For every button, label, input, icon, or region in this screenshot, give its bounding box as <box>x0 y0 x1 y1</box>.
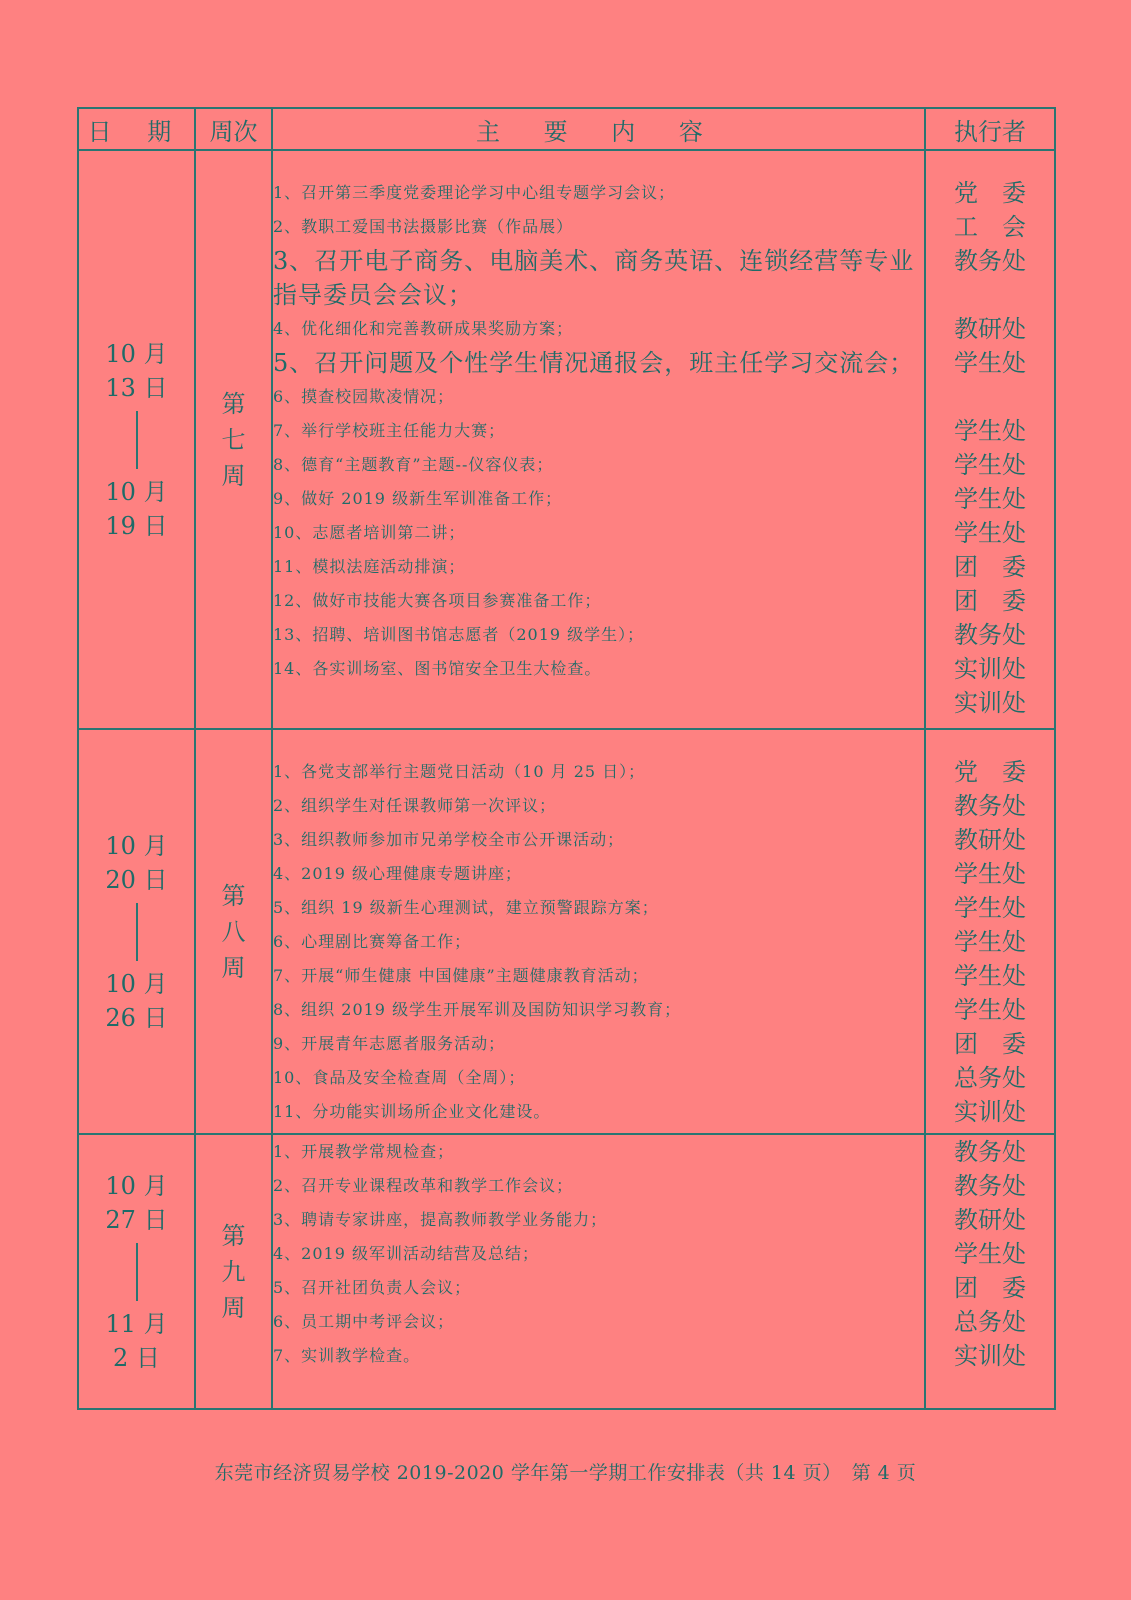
end-day: 19 日 <box>105 511 168 540</box>
header-row <box>78 108 1055 150</box>
task-executor: 学生处 <box>954 485 1026 513</box>
task-item: 2、组织学生对任课教师第一次评议； <box>273 796 557 815</box>
task-item: 5、召开问题及个性学生情况通报会，班主任学习交流会； <box>273 349 915 377</box>
header-date: 日 期 <box>78 108 195 150</box>
task-executor: 教务处 <box>954 1172 1026 1200</box>
task-executor: 学生处 <box>954 928 1026 956</box>
task-item: 3、聘请专家讲座，提高教师教学业务能力； <box>273 1210 608 1229</box>
end-day: 26 日 <box>105 1003 168 1032</box>
task-executor: 团 委 <box>954 553 1026 581</box>
week-number-cell <box>195 729 272 1134</box>
header-executor: 执行者 <box>925 108 1055 150</box>
task-executor: 实训处 <box>954 689 1026 717</box>
date-range-cell <box>78 1134 195 1409</box>
task-executor: 实训处 <box>954 1098 1026 1126</box>
task-executor: 工 会 <box>954 213 1026 241</box>
task-executor: 团 委 <box>954 1030 1026 1058</box>
task-executor: 教务处 <box>954 247 1026 275</box>
end-month: 10 月 <box>105 477 168 506</box>
content-cell <box>272 729 925 1134</box>
task-executor: 教务处 <box>954 792 1026 820</box>
task-executor: 教研处 <box>954 1206 1026 1234</box>
task-executor: 学生处 <box>954 1240 1026 1268</box>
week-char: 周 <box>221 461 246 490</box>
date-range-line <box>136 903 138 961</box>
task-item: 6、摸查校园欺凌情况； <box>273 387 455 406</box>
task-executor: 团 委 <box>954 587 1026 615</box>
start-month: 10 月 <box>105 831 168 860</box>
task-item: 13、招聘、培训图书馆志愿者（2019 级学生）； <box>273 625 645 644</box>
task-item: 7、实训教学检查。 <box>273 1346 421 1365</box>
week-row <box>78 1134 1055 1409</box>
week-char: 第 <box>221 881 246 910</box>
date-range-line <box>136 1243 138 1301</box>
task-executor: 总务处 <box>954 1064 1026 1092</box>
task-item: 11、分功能实训场所企业文化建设。 <box>273 1102 551 1121</box>
end-day: 2 日 <box>113 1343 160 1372</box>
week-number-cell <box>195 1134 272 1409</box>
week-char: 周 <box>221 953 246 982</box>
header-week: 周次 <box>195 108 272 150</box>
task-item: 9、开展青年志愿者服务活动； <box>273 1034 506 1053</box>
task-executor: 教研处 <box>954 315 1026 343</box>
task-executor: 学生处 <box>954 894 1026 922</box>
task-item: 4、2019 级心理健康专题讲座； <box>273 864 522 883</box>
task-executor: 学生处 <box>954 451 1026 479</box>
task-item: 14、各实训场室、图书馆安全卫生大检查。 <box>273 659 602 678</box>
date-range-line <box>136 411 138 469</box>
week-char: 八 <box>221 917 246 946</box>
task-item: 11、模拟法庭活动排演； <box>273 557 466 576</box>
task-executor: 学生处 <box>954 519 1026 547</box>
task-item: 8、德育“主题教育”主题--仪容仪表； <box>273 455 554 474</box>
week-row <box>78 150 1055 729</box>
executor-cell <box>925 150 1055 729</box>
task-item: 6、员工期中考评会议； <box>273 1312 455 1331</box>
task-item: 10、志愿者培训第二讲； <box>273 523 466 542</box>
task-item: 7、开展“师生健康 中国健康”主题健康教育活动； <box>273 966 649 985</box>
task-item: 8、组织 2019 级学生开展军训及国防知识学习教育； <box>273 1000 682 1019</box>
task-executor: 教研处 <box>954 826 1026 854</box>
week-number-cell <box>195 150 272 729</box>
task-executor: 实训处 <box>954 1342 1026 1370</box>
task-item: 10、食品及安全检查周（全周）； <box>273 1068 526 1087</box>
task-executor: 党 委 <box>954 179 1026 207</box>
task-item: 9、做好 2019 级新生军训准备工作； <box>273 489 563 508</box>
task-executor: 团 委 <box>954 1274 1026 1302</box>
task-item: 6、心理剧比赛筹备工作； <box>273 932 472 951</box>
start-month: 10 月 <box>105 339 168 368</box>
task-executor: 学生处 <box>954 996 1026 1024</box>
start-month: 10 月 <box>105 1171 168 1200</box>
executor-cell <box>925 1134 1055 1409</box>
task-item: 12、做好市技能大赛各项目参赛准备工作； <box>273 591 602 610</box>
schedule-table <box>77 107 1056 1410</box>
start-day: 13 日 <box>105 373 168 402</box>
start-day: 27 日 <box>105 1205 168 1234</box>
task-executor: 学生处 <box>954 349 1026 377</box>
content-cell <box>272 1134 925 1409</box>
task-executor: 学生处 <box>954 962 1026 990</box>
task-executor: 党 委 <box>954 758 1026 786</box>
task-executor: 学生处 <box>954 417 1026 445</box>
week-char: 周 <box>221 1293 246 1322</box>
task-item: 2、召开专业课程改革和教学工作会议； <box>273 1176 574 1195</box>
week-char: 第 <box>221 1221 246 1250</box>
task-item: 3、召开电子商务、电脑美术、商务英语、连锁经营等专业指导委员会会议； <box>273 247 915 309</box>
end-month: 11 月 <box>105 1309 168 1338</box>
task-item: 5、召开社团负责人会议； <box>273 1278 472 1297</box>
week-char: 七 <box>221 425 246 454</box>
end-month: 10 月 <box>105 969 168 998</box>
task-item: 4、2019 级军训活动结营及总结； <box>273 1244 539 1263</box>
week-char: 第 <box>221 389 246 418</box>
task-item: 1、召开第三季度党委理论学习中心组专题学习会议； <box>273 183 676 202</box>
task-item: 4、优化细化和完善教研成果奖励方案； <box>273 319 574 338</box>
task-item: 1、各党支部举行主题党日活动（10 月 25 日）； <box>273 762 646 781</box>
task-item: 7、举行学校班主任能力大赛； <box>273 421 506 440</box>
date-range-cell <box>78 729 195 1134</box>
start-day: 20 日 <box>105 865 168 894</box>
task-executor: 总务处 <box>954 1308 1026 1336</box>
task-executor: 教务处 <box>954 621 1026 649</box>
task-executor: 实训处 <box>954 655 1026 683</box>
week-char: 九 <box>221 1257 246 1286</box>
task-executor: 教务处 <box>954 1138 1026 1166</box>
executor-cell <box>925 729 1055 1134</box>
page-footer: 东莞市经济贸易学校 2019-2020 学年第一学期工作安排表（共 14 页） 第 4 页 <box>214 1462 917 1484</box>
task-item: 5、组织 19 级新生心理测试，建立预警跟踪方案； <box>273 898 659 917</box>
week-row <box>78 729 1055 1134</box>
task-item: 2、教职工爱国书法摄影比赛（作品展） <box>273 217 574 236</box>
header-content: 主 要 内 容 <box>272 108 925 150</box>
date-range-cell <box>78 150 195 729</box>
task-executor: 学生处 <box>954 860 1026 888</box>
task-item: 1、开展教学常规检查； <box>273 1142 455 1161</box>
content-cell <box>272 150 925 729</box>
task-item: 3、组织教师参加市兄弟学校全市公开课活动； <box>273 830 625 849</box>
